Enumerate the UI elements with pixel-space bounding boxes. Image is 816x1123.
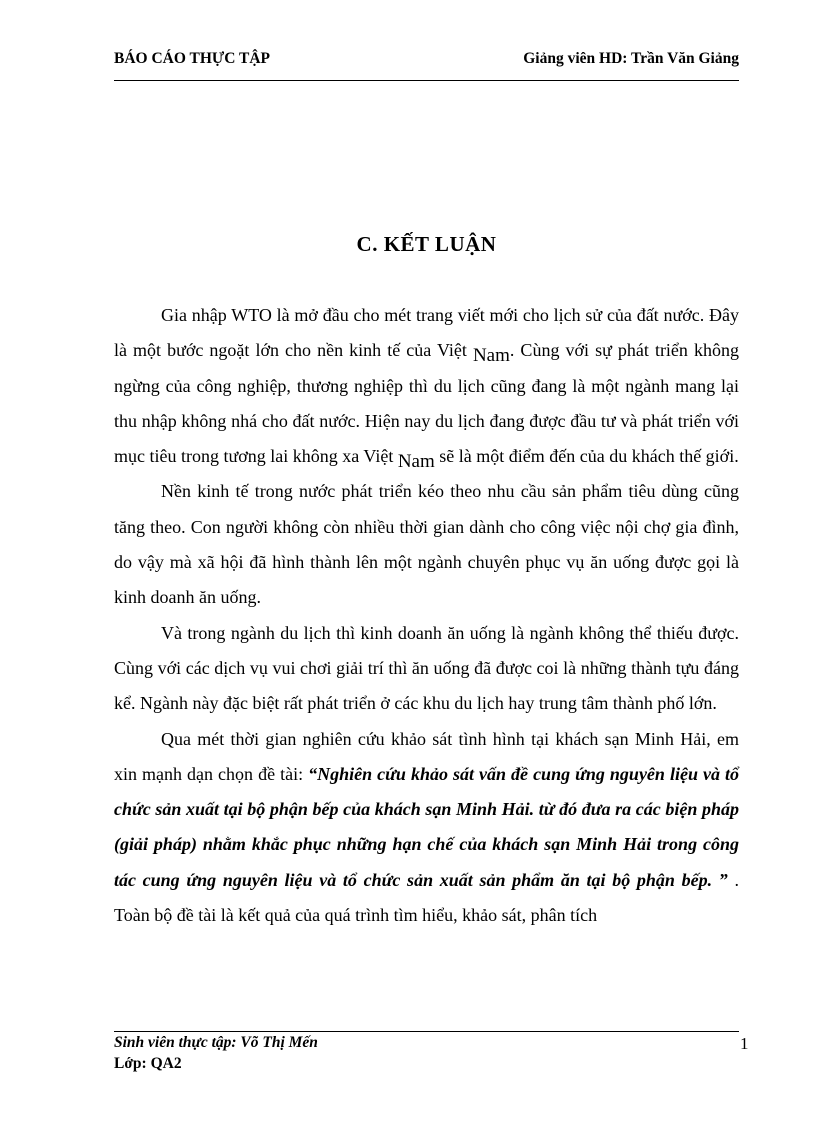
footer-divider (114, 1031, 739, 1032)
report-label: BÁO CÁO THỰC TẬP (114, 50, 271, 67)
body-text (114, 298, 739, 933)
paragraph-2: Nền kinh tế trong nước phát triển kéo theo nhu cầu sản phẩm tiêu dùng cũng tăng theo. Con người không còn nhiều thời gian dành cho công việc nội chợ gia đình, do vậy mà xã hội đã hình thành lên một ngành chuyên phục vụ ăn uống được gọi là kinh doanh ăn uống. (114, 481, 739, 608)
paragraph-4 (114, 722, 739, 934)
student-name: Sinh viên thực tập: Võ Thị Mến (114, 1034, 318, 1051)
paragraph-1-nam-1: Nam (472, 345, 510, 367)
section-title: C. KẾT LUẬN (356, 232, 497, 256)
thesis-topic: “Nghiên cứu khảo sát vấn đề cung ứng nguyên liệu và tổ chức sản xuất tại bộ phận bếp của khách sạn Minh Hải. từ đó đưa ra các biện pháp (giải pháp) nhằm khắc phục những hạn chế của khách sạn Minh Hải trong công tác cung ứng nguyên liệu và tổ chức sản xuất sản phẩm ăn tại bộ phận bếp. ” (114, 763, 740, 890)
paragraph-4-part-b: . Toàn bộ đề tài là kết quả của quá trình tìm hiểu, khảo sát, phân tích (114, 869, 739, 926)
paragraph-1-part-b: . Cùng với sự phát triển không ngừng của công nghiệp, thương nghiệp thì du lịch cũng đang là một ngành mang lại thu nhập không nhá cho đất nước. Hiện nay du lịch đang được đầu tư và phát triển với mục tiêu trong tương lai không xa Việt (114, 340, 739, 467)
header-divider (114, 80, 739, 81)
page-number: 1 (740, 1034, 749, 1053)
paragraph-3: Và trong ngành du lịch thì kinh doanh ăn uống là ngành không thể thiếu được. Cùng với các dịch vụ vui chơi giải trí thì ăn uống đã được coi là những thành tựu đáng kể. Ngành này đặc biệt rất phát triển ở các khu du lịch hay trung tâm thành phố lớn. (114, 622, 739, 714)
page-header (114, 50, 739, 68)
supervisor-label: Giảng viên HD: Trần Văn Giảng (523, 50, 739, 67)
paragraph-1-part-c: sẽ là một điểm đến của du khách thế giới. (434, 446, 739, 467)
class-label: Lớp: QA2 (114, 1055, 182, 1072)
paragraph-1-part-a: Gia nhập WTO là mở đầu cho mét trang viết mới cho lịch sử của đất nước. Đây là một bước ngoặt lớn cho nền kinh tế của Việt (114, 305, 739, 361)
paragraph-4-part-a: Qua mét thời gian nghiên cứu khảo sát tình hình tại khách sạn Minh Hải, em xin mạnh dạn chọn đề tài: (114, 728, 739, 784)
paragraph-1-nam-2: Nam (397, 451, 435, 473)
paragraph-1 (114, 298, 739, 474)
